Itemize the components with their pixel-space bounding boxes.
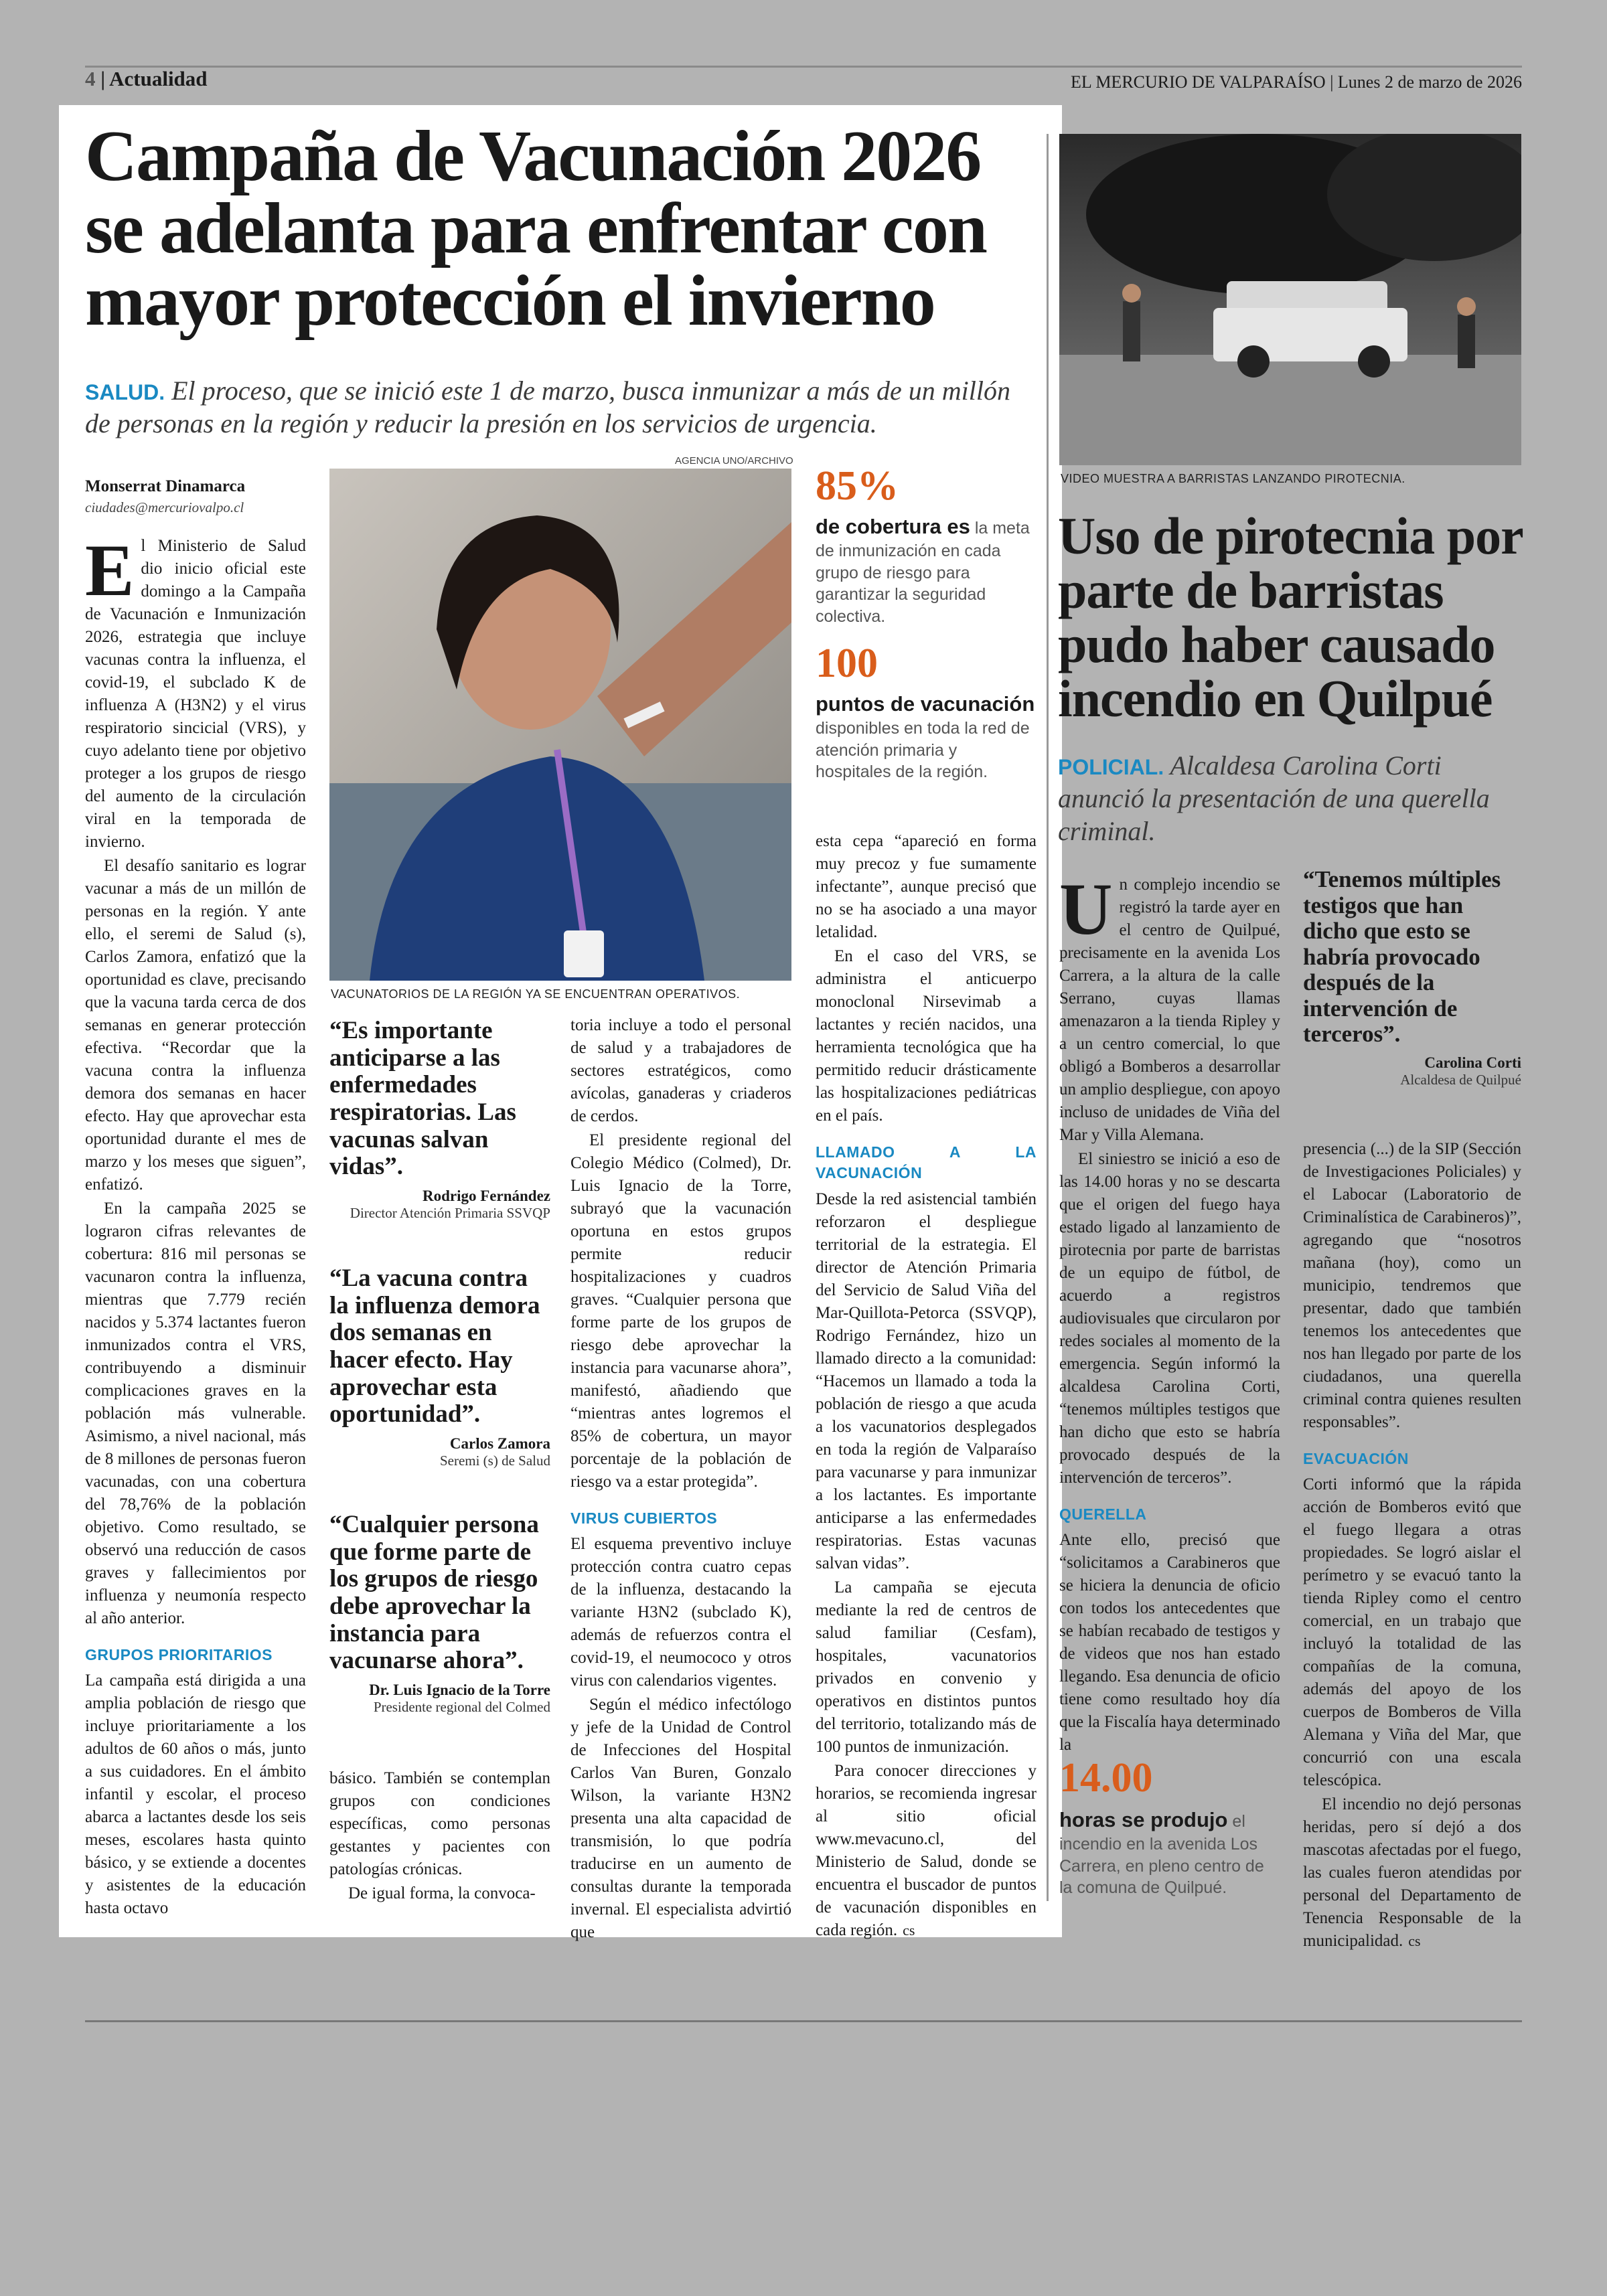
- stat-number: 85%: [816, 463, 899, 509]
- stat-block-2: [816, 643, 1037, 783]
- quote-author: Carolina Corti: [1424, 1054, 1521, 1071]
- pull-quote: “La vacuna contra la influenza demora dos semanas en hacer efecto. Hay aprovechar esta oportunidad”.: [329, 1264, 540, 1428]
- body-paragraph: El incendio no dejó personas heridas, pero sí dejó a dos mascotas afectadas por el fuego, las cuales fueron atendidas por personal del Departamento de Tenencia Responsable de la municipalidad.: [1303, 1795, 1521, 1951]
- body-paragraph: presencia (...) de la SIP (Sección de Investigaciones Policiales) y el Labocar (Laboratorio de Criminalística de Carabineros)”, agregando que “nosotros mañana (hoy), como un municipio, tendremos que presentar, dado que también tenemos los antecedentes que nos han llegado por parte de los ciudadanos, una querella criminal contra quienes resulten responsables”.: [1303, 1140, 1521, 1431]
- quote-author: Rodrigo Fernández: [422, 1187, 550, 1205]
- quote-author: Dr. Luis Ignacio de la Torre: [369, 1682, 550, 1699]
- vaccination-illustration: [329, 469, 791, 981]
- body-paragraph: Para conocer direcciones y horarios, se recomienda ingresar al sitio oficial www.mevacuno.cl, del Ministerio de Salud, donde se encuentra el buscador de puntos de vacunación disponibles en cada región.: [816, 1761, 1037, 1939]
- body-paragraph: La campaña se ejecuta mediante la red de centros de salud familiar (Cesfam), hospitales, vacunatorios privados en convenio y operativos en distintos puntos del territorio, totalizando más de 100 puntos de inmunización.: [816, 1578, 1037, 1756]
- quote-role: Seremi (s) de Salud: [439, 1453, 550, 1469]
- pull-quote: “Es importante anticiparse a las enfermedades respiratorias. Las vacunas salvan vidas”.: [329, 1017, 516, 1181]
- side-column-2: [1303, 1138, 1521, 1954]
- subhead-virus: VIRUS CUBIERTOS: [570, 1509, 718, 1527]
- body-paragraph: Según el médico infectólogo y jefe de la Unidad de Control de Infecciones del Hospital Carlos Van Buren, Gonzalo Wilson, la variante H3N2 presenta una alta capacidad de transmisión, lo que podría traducirse en un aumento de consultas durante la temporada invernal. El especialista advirtió que: [570, 1696, 791, 1942]
- photo-credit: AGENCIA UNO/ARCHIVO: [675, 455, 793, 467]
- side-kicker: POLICIAL.: [1058, 755, 1164, 779]
- header-rule: [85, 66, 1522, 68]
- main-column-3: [570, 1014, 791, 1945]
- fire-photo: [1059, 134, 1521, 465]
- body-paragraph: El desafío sanitario es lograr vacunar a más de un millón de personas en la región. Y ante ello, el seremi de Salud (s), Carlos Zamora, enfatizó que la oportunidad es clave, precisando que la vacuna tarda cerca de dos semanas en generar protección efectiva. “Recordar que la vacuna contra la influenza demora dos semanas en hacer efecto. Hay que aprovechar esta oportunidad durante el mes de marzo y los meses que siguen”, enfatizó.: [85, 856, 306, 1194]
- quote-block-3: [329, 1511, 550, 1716]
- quote-block-1: [329, 1017, 550, 1222]
- main-column-2-bottom: [329, 1767, 550, 1906]
- main-kicker: SALUD.: [85, 380, 165, 404]
- fire-scene-illustration: [1059, 134, 1521, 465]
- author-name: Monserrat Dinamarca: [85, 477, 246, 495]
- body-paragraph: l Ministerio de Salud dio inicio oficial este domingo a la Campaña de Vacunación e Inmunización 2026, estrategia que incluye vacunas contra la influenza, el covid-19, el subclado K de influenza A (H3N2) y el virus respiratorio sincicial (VRS), y cuyo adelanto tiene por objetivo proteger a los grupos de riesgo del aumento de la circulación viral en la temporada de invierno.: [85, 536, 306, 851]
- stat-text: el incendio en la avenida Los Carrera, en pleno centro de la comuna de Quilpué.: [1059, 1812, 1264, 1898]
- stat-text: disponibles en toda la red de atención primaria y hospitales de la región.: [816, 719, 1030, 782]
- author-email: ciudades@mercuriovalpo.cl: [85, 499, 244, 515]
- body-paragraph: La campaña está dirigida a una amplia población de riesgo que incluye prioritariamente a los adultos de 60 años o más, junto a sus cuidadores. En el ámbito infantil y escolar, el proceso abarca a lactantes desde los seis meses, escolares hasta quinto básico, y se extiende a docentes y asistentes de la educación hasta octavo: [85, 1671, 306, 1917]
- dropcap: E: [85, 529, 135, 611]
- body-paragraph: El esquema preventivo incluye protección contra cuatro cepas de la influenza, destacando la variante H3N2 (subclado K), además de refuerzos contra el covid-19, el neumococo y otros virus con calendarios vigentes.: [570, 1535, 791, 1690]
- side-column-1: [1059, 868, 1280, 1758]
- quote-role: Presidente regional del Colmed: [373, 1699, 550, 1716]
- page-number: 4: [85, 67, 96, 90]
- column-divider: [1047, 134, 1049, 1901]
- stat-block-1: [816, 465, 1037, 627]
- main-column-4: [816, 830, 1037, 1943]
- body-paragraph: El siniestro se inició a eso de las 14.00 horas y no se descarta que el origen del fuego haya estado ligado al lanzamiento de pirotecnia por parte de barristas de un equipo de fútbol, de acuerdo a registros audiovisuales que circularon por redes sociales al momento de la emergencia. Según informó la alcaldesa Carolina Corti, “tenemos múltiples testigos que han dicho que esto se habría provocado después de la intervención de terceros”.: [1059, 1150, 1280, 1487]
- body-paragraph: Ante ello, precisó que “solicitamos a Carabineros que se hiciera la denuncia de oficio con todos los antecedentes que se habían recabado de testigos y de videos que nos han estado llegando. Esa denuncia de oficio tiene como resultado hoy día que la Fiscalía haya determinado la: [1059, 1531, 1280, 1754]
- side-stat-block: [1059, 1757, 1280, 1899]
- page-section-label: 4 | Actualidad: [85, 67, 208, 90]
- end-mark: cs: [903, 1921, 915, 1939]
- body-paragraph: básico. También se contemplan grupos con condiciones específicas, como personas gestantes y pacientes con patologías crónicas.: [329, 1769, 550, 1878]
- subhead-querella: QUERELLA: [1059, 1505, 1147, 1523]
- subhead-grupos: GRUPOS PRIORITARIOS: [85, 1645, 273, 1663]
- body-paragraph: toria incluye a todo el personal de salud y a trabajadores de sectores estratégicos, como avícolas, ganaderas y criaderos de cerdos.: [570, 1016, 791, 1125]
- masthead-date: EL MERCURIO DE VALPARAÍSO | Lunes 2 de marzo de 2026: [1071, 72, 1522, 92]
- quote-block-2: [329, 1265, 550, 1469]
- end-mark: cs: [1408, 1933, 1421, 1950]
- subhead-llamado: LLAMADO A LA VACUNACIÓN: [816, 1143, 1037, 1182]
- side-photo-caption: VIDEO MUESTRA A BARRISTAS LANZANDO PIROTECNIA.: [1061, 472, 1405, 485]
- paper-name: EL MERCURIO DE VALPARAÍSO: [1071, 72, 1326, 92]
- vaccination-photo: [329, 469, 791, 981]
- pull-quote: “Tenemos múltiples testigos que han dicho que esto se habría provocado después de la intervención de terceros”.: [1303, 866, 1501, 1047]
- body-paragraph: Corti informó que la rápida acción de Bomberos evitó que el fuego llegara a otras propiedades. Se logró aislar el perímetro y se evacuó tanto la tienda Ripley como el centro comercial, en un trabajo que incluyó la totalidad de las compañías de la comuna, además del apoyo de los cuerpos de Bomberos de Villa Alemana y Viña del Mar, que concurrió con una escala telescópica.: [1303, 1475, 1521, 1790]
- side-deck: [1058, 750, 1513, 847]
- main-deck-text: El proceso, que se inició este 1 de marzo, busca inmunizar a más de un millón de personas en la región y reducir la presión en los servicios de urgencia.: [85, 376, 1010, 438]
- stat-number: 100: [816, 641, 878, 686]
- body-paragraph: En el caso del VRS, se administra el anticuerpo monoclonal Nirsevimab a lactantes y recién nacidos, una herramienta tecnológica que ha permitido reducir drásticamente las hospitalizaciones pediátricas en el país.: [816, 947, 1037, 1125]
- quote-role: Alcaldesa de Quilpué: [1400, 1071, 1521, 1088]
- stat-number: 14.00: [1059, 1755, 1153, 1801]
- stat-label: de cobertura es: [816, 515, 970, 538]
- body-paragraph: El presidente regional del Colegio Médico (Colmed), Dr. Luis Ignacio de la Torre, subrayó que la vacunación oportuna en estos grupos permite reducir hospitalizaciones y cuadros graves. “Cualquier persona que forme parte de los grupos de riesgo debe aprovechar la instancia para vacunarse ahora”, manifestó, añadiendo que “mientras antes logremos el 85% de cobertura, un mayor porcentaje de la población de riesgo va a estar protegida”.: [570, 1131, 791, 1491]
- side-dropcap: U: [1059, 868, 1113, 950]
- side-deck-text: Alcaldesa Carolina Corti anunció la presentación de una querella criminal.: [1058, 750, 1490, 846]
- quote-role: Director Atención Primaria SSVQP: [350, 1205, 550, 1222]
- subhead-evacuacion: EVACUACIÓN: [1303, 1450, 1409, 1467]
- body-paragraph: n complejo incendio se registró la tarde ayer en el centro de Quilpué, precisamente en la avenida Los Carrera, a la altura de la calle Serrano, cuyas llamas amenazaron a la tienda Ripley y a un centro comercial, lo que obligó a Bomberos a desarrollar un amplio despliegue, con apoyo incluso de unidades de Viña del Mar y Villa Alemana.: [1059, 876, 1280, 1144]
- section-name: Actualidad: [109, 67, 208, 90]
- body-paragraph: Desde la red asistencial también reforzaron el despliegue territorial de la estrategia. El director de Atención Primaria del Servicio de Salud Viña del Mar-Quillota-Petorca (SSVQP), Rodrigo Fernández, hizo un llamado directo a la comunidad: “Hacemos un llamado a toda la población de riesgo a que acuda a los vacunatorios desplegados en toda la región de Valparaíso para vacunarse y para inmunizar a los lactantes. Es importante anticiparse a las enfermedades respiratorias. Estas vacunas salvan vidas”.: [816, 1190, 1037, 1572]
- side-headline: Uso de pirotecnia por parte de barristas pudo haber causado incendio en Quilpué: [1058, 507, 1523, 728]
- footer-rule: [85, 2020, 1522, 2022]
- stat-text: la meta de inmunización en cada grupo de riesgo para garantizar la seguridad colectiva.: [816, 519, 1030, 626]
- main-column-1: [85, 475, 306, 1921]
- stat-label: horas se produjo: [1059, 1808, 1228, 1831]
- side-quote-block: [1303, 867, 1521, 1088]
- stat-label: puntos de vacunación: [816, 692, 1035, 716]
- body-paragraph: esta cepa “apareció en forma muy precoz y fue sumamente infectante”, aunque precisó que no se ha asociado a una mayor letalidad.: [816, 832, 1037, 941]
- photo-caption: VACUNATORIOS DE LA REGIÓN YA SE ENCUENTRAN OPERATIVOS.: [331, 987, 741, 1001]
- issue-date: Lunes 2 de marzo de 2026: [1337, 72, 1522, 92]
- body-paragraph: De igual forma, la convoca-: [348, 1884, 536, 1902]
- quote-author: Carlos Zamora: [449, 1435, 550, 1453]
- pull-quote: “Cualquier persona que forme parte de los grupos de riesgo debe aprovechar la instancia para vacunarse ahora”.: [329, 1511, 539, 1675]
- main-deck: [85, 375, 1036, 440]
- main-headline: Campaña de Vacunación 2026 se adelanta para enfrentar con mayor protección el invierno: [85, 116, 986, 341]
- body-paragraph: En la campaña 2025 se lograron cifras relevantes de cobertura: 816 mil personas se vacunaron contra la influenza, mientras que 7.779 recién nacidos y 5.374 lactantes fueron inmunizados contra el VRS, contribuyendo a disminuir complicaciones graves en la población más vulnerable. Asimismo, a nivel nacional, más de 8 millones de personas fueron vacunadas, con una cobertura del 78,76% de la población objetivo. Como resultado, se observó una reducción de casos graves y fallecimientos por influenza y neumonía respecto al año anterior.: [85, 1199, 306, 1627]
